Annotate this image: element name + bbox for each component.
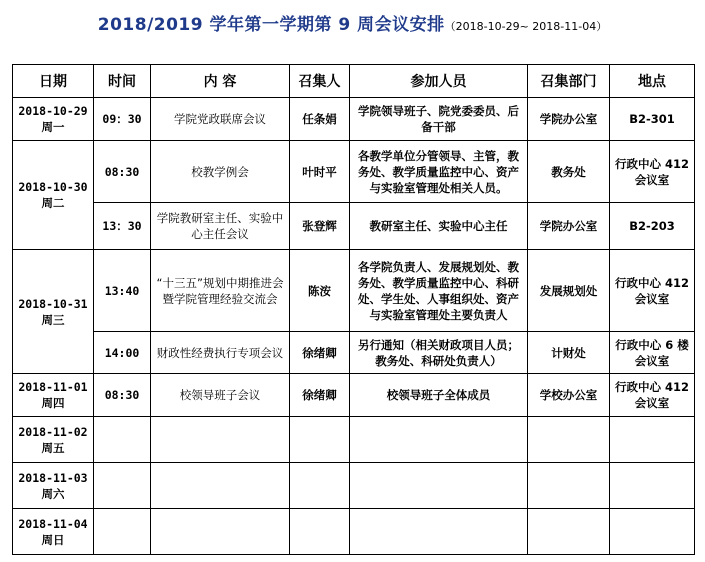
empty-cell [151, 509, 290, 555]
header-location: 地点 [610, 65, 695, 98]
convener-cell: 徐绪卿 [290, 374, 350, 417]
convener-cell: 叶时平 [290, 141, 350, 203]
empty-cell [290, 509, 350, 555]
department-cell: 教务处 [528, 141, 610, 203]
empty-cell [151, 463, 290, 509]
participants-cell: 另行通知（相关财政项目人员；教务处、科研处负责人） [350, 332, 528, 374]
convener-cell: 徐绪卿 [290, 332, 350, 374]
department-cell: 学校办公室 [528, 374, 610, 417]
date-text: 2018-10-30 [18, 180, 88, 194]
participants-cell: 各教学单位分管领导、主管，教务处、教学质量监控中心、资产与实验室管理处相关人员。 [350, 141, 528, 203]
location-cell: 行政中心 6 楼会议室 [610, 332, 695, 374]
time-cell: 13：30 [94, 203, 151, 250]
location-cell: B2-203 [610, 203, 695, 250]
title-date-range: （2018-10-29~ 2018-11-04） [444, 20, 608, 33]
time-cell: 08:30 [94, 374, 151, 417]
header-time: 时间 [94, 65, 151, 98]
header-convener: 召集人 [290, 65, 350, 98]
table-row [13, 417, 695, 463]
department-cell: 发展规划处 [528, 250, 610, 332]
header-department: 召集部门 [528, 65, 610, 98]
convener-cell: 任条娟 [290, 98, 350, 141]
time-cell: 13:40 [94, 250, 151, 332]
location-cell: 行政中心 412 会议室 [610, 374, 695, 417]
empty-cell [528, 509, 610, 555]
participants-cell: 教研室主任、实验中心主任 [350, 203, 528, 250]
weekday-text: 周日 [41, 532, 65, 547]
page-title [0, 10, 705, 40]
department-cell: 计财处 [528, 332, 610, 374]
date-cell [13, 463, 94, 509]
table-row [13, 250, 695, 332]
header-date: 日期 [13, 65, 94, 98]
empty-cell [94, 509, 151, 555]
date-text: 2018-10-31 [18, 296, 88, 311]
empty-cell [350, 463, 528, 509]
convener-cell: 陈洝 [290, 250, 350, 332]
title-main: 2018/2019 学年第一学期第 9 周会议安排 [97, 15, 445, 35]
participants-cell: 校领导班子全体成员 [350, 374, 528, 417]
date-text: 2018-10-29 [18, 104, 88, 118]
date-cell [13, 509, 94, 555]
location-cell: 行政中心 412 会议室 [610, 141, 695, 203]
time-cell: 08:30 [94, 141, 151, 203]
empty-cell [290, 463, 350, 509]
table-row [13, 509, 695, 555]
empty-cell [610, 509, 695, 555]
date-text: 2018-11-01 [18, 380, 88, 394]
content-cell: 学院教研室主任、实验中心主任会议 [151, 203, 290, 250]
weekday-text: 周三 [41, 312, 65, 327]
participants-cell: 各学院负责人、发展规划处、教务处、教学质量监控中心、科研处、学生处、人事组织处、资产与实验室管理处主要负责人 [350, 250, 528, 332]
table-row [13, 332, 695, 374]
date-cell [13, 374, 94, 417]
empty-cell [350, 417, 528, 463]
empty-cell [151, 417, 290, 463]
location-cell: 行政中心 412 会议室 [610, 250, 695, 332]
content-cell: “十三五”规划中期推进会暨学院管理经验交流会 [151, 250, 290, 332]
location-cell: B2-301 [610, 98, 695, 141]
header-row [13, 65, 695, 98]
table-row [13, 141, 695, 203]
table-row [13, 98, 695, 141]
table-row [13, 374, 695, 417]
weekday-text: 周五 [41, 440, 65, 455]
header-content: 内 容 [151, 65, 290, 98]
date-text: 2018-11-03 [18, 470, 88, 485]
date-cell [13, 141, 94, 250]
date-cell [13, 98, 94, 141]
table-row [13, 463, 695, 509]
empty-cell [610, 463, 695, 509]
content-cell: 财政性经费执行专项会议 [151, 332, 290, 374]
date-text: 2018-11-04 [18, 516, 88, 531]
header-participants: 参加人员 [350, 65, 528, 98]
schedule-table [12, 64, 695, 555]
weekday-text: 周二 [41, 196, 65, 210]
time-cell: 14:00 [94, 332, 151, 374]
empty-cell [528, 417, 610, 463]
content-cell: 校教学例会 [151, 141, 290, 203]
empty-cell [528, 463, 610, 509]
table-row [13, 203, 695, 250]
date-text: 2018-11-02 [18, 424, 88, 439]
weekday-text: 周六 [41, 486, 65, 501]
date-cell [13, 417, 94, 463]
empty-cell [610, 417, 695, 463]
empty-cell [290, 417, 350, 463]
time-cell: 09：30 [94, 98, 151, 141]
empty-cell [94, 463, 151, 509]
content-cell: 校领导班子会议 [151, 374, 290, 417]
department-cell: 学院办公室 [528, 98, 610, 141]
weekday-text: 周四 [41, 396, 65, 410]
empty-cell [94, 417, 151, 463]
participants-cell: 学院领导班子、院党委委员、后备干部 [350, 98, 528, 141]
weekday-text: 周一 [41, 120, 65, 134]
date-cell [13, 250, 94, 374]
department-cell: 学院办公室 [528, 203, 610, 250]
content-cell: 学院党政联席会议 [151, 98, 290, 141]
empty-cell [350, 509, 528, 555]
convener-cell: 张登辉 [290, 203, 350, 250]
